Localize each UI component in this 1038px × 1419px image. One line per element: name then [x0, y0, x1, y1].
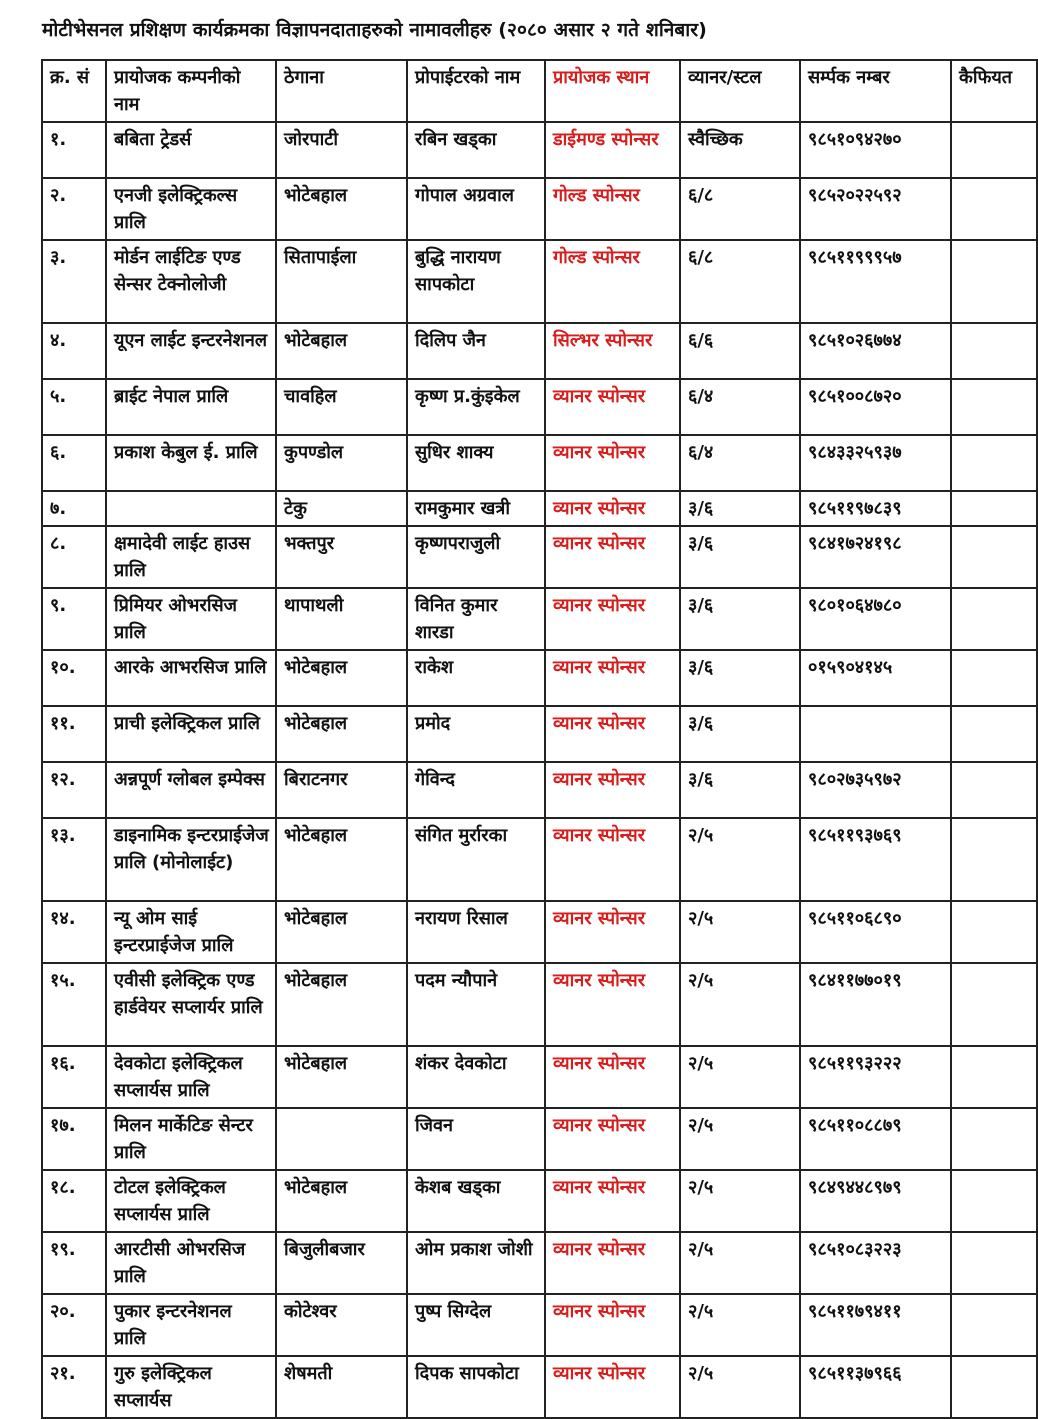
table-row: [42, 650, 1037, 706]
cell-address: [276, 1108, 407, 1170]
cell-contact: ९८४११७७०१९: [800, 963, 951, 1046]
cell-banner: २/५: [680, 1170, 800, 1232]
col-header-banner: व्यानर/स्टल: [680, 60, 800, 122]
table-row: [42, 526, 1037, 588]
cell-address: भोटेबहाल: [276, 178, 407, 240]
table-row: [42, 1046, 1037, 1108]
cell-company: एवीसी इलेक्ट्रिक एण्ड हार्डवेयर सप्लार्यर प्रालि: [106, 963, 276, 1046]
cell-address: बिजुलीबजार: [276, 1232, 407, 1294]
cell-remarks: [951, 122, 1037, 178]
cell-remarks: [951, 1356, 1037, 1418]
cell-address: भोटेबहाल: [276, 1046, 407, 1108]
cell-remarks: [951, 1232, 1037, 1294]
document-title: मोटीभेसनल प्रशिक्षण कार्यक्रमका विज्ञापनदाताहरुको नामावलीहरु (२०८० असार २ गते शनिबार): [42, 19, 707, 41]
cell-sponsor: डाईमण्ड स्पोन्सर: [545, 122, 680, 178]
cell-sn: ८.: [42, 526, 106, 588]
cell-sn: १.: [42, 122, 106, 178]
cell-contact: ९८४९४४८९७९: [800, 1170, 951, 1232]
cell-contact: ९८५११९३२२२: [800, 1046, 951, 1108]
cell-proprietor: दिपक सापकोटा: [407, 1356, 545, 1418]
cell-company: [106, 491, 276, 526]
cell-banner: २/५: [680, 1046, 800, 1108]
cell-address: भोटेबहाल: [276, 650, 407, 706]
cell-sn: ११.: [42, 706, 106, 762]
cell-address: भोटेबहाल: [276, 818, 407, 901]
cell-contact: ९८४३३२५९३७: [800, 435, 951, 491]
cell-sn: १८.: [42, 1170, 106, 1232]
cell-company: बबिता ट्रेडर्स: [106, 122, 276, 178]
cell-banner: ३/६: [680, 762, 800, 818]
cell-proprietor: प्रमोद: [407, 706, 545, 762]
cell-contact: ९८४१७२४१९८: [800, 526, 951, 588]
cell-sponsor: व्यानर स्पोन्सर: [545, 526, 680, 588]
cell-remarks: [951, 526, 1037, 588]
cell-banner: स्वैच्छिक: [680, 122, 800, 178]
cell-banner: ६/४: [680, 435, 800, 491]
cell-sponsor: व्यानर स्पोन्सर: [545, 491, 680, 526]
cell-address: सितापाईला: [276, 240, 407, 323]
cell-address: चावहिल: [276, 379, 407, 435]
cell-remarks: [951, 706, 1037, 762]
cell-sn: १३.: [42, 818, 106, 901]
cell-contact: ९८५२०२२५९२: [800, 178, 951, 240]
cell-sponsor: व्यानर स्पोन्सर: [545, 1294, 680, 1356]
cell-sn: ४.: [42, 323, 106, 379]
cell-proprietor: शंकर देवकोटा: [407, 1046, 545, 1108]
cell-remarks: [951, 435, 1037, 491]
cell-company: मोर्डन लाईटिङ एण्ड सेन्सर टेक्नोलोजी: [106, 240, 276, 323]
col-header-contact: सर्म्पक नम्बर: [800, 60, 951, 122]
cell-banner: ३/६: [680, 650, 800, 706]
cell-sponsor: व्यानर स्पोन्सर: [545, 588, 680, 650]
table-row: [42, 240, 1037, 323]
cell-address: भक्तपुर: [276, 526, 407, 588]
cell-address: जोरपाटी: [276, 122, 407, 178]
cell-contact: ९८५११७९४११: [800, 1294, 951, 1356]
table-row: [42, 588, 1037, 650]
cell-sn: ९.: [42, 588, 106, 650]
col-header-sn: क्र. सं: [42, 60, 106, 122]
cell-contact: ९८५११०६८९०: [800, 901, 951, 963]
cell-contact: ९८५११३७९६६: [800, 1356, 951, 1418]
cell-remarks: [951, 379, 1037, 435]
cell-banner: ६/६: [680, 323, 800, 379]
col-header-remarks: कैफियत: [951, 60, 1037, 122]
cell-proprietor: दिलिप जैन: [407, 323, 545, 379]
cell-sponsor: व्यानर स्पोन्सर: [545, 901, 680, 963]
cell-remarks: [951, 240, 1037, 323]
table-row: [42, 1108, 1037, 1170]
cell-sn: ३.: [42, 240, 106, 323]
cell-remarks: [951, 963, 1037, 1046]
cell-company: क्षमादेवी लाईट हाउस प्रालि: [106, 526, 276, 588]
table-row: [42, 323, 1037, 379]
table-row: [42, 1232, 1037, 1294]
cell-address: भोटेबहाल: [276, 901, 407, 963]
cell-proprietor: रामकुमार खत्री: [407, 491, 545, 526]
cell-banner: ३/६: [680, 588, 800, 650]
cell-sponsor: व्यानर स्पोन्सर: [545, 379, 680, 435]
cell-contact: ९८५११०८८७९: [800, 1108, 951, 1170]
cell-contact: [800, 706, 951, 762]
cell-sponsor: व्यानर स्पोन्सर: [545, 1046, 680, 1108]
cell-sn: २.: [42, 178, 106, 240]
cell-company: अन्नपूर्ण ग्लोबल इम्पेक्स: [106, 762, 276, 818]
cell-remarks: [951, 762, 1037, 818]
cell-remarks: [951, 901, 1037, 963]
cell-sponsor: व्यानर स्पोन्सर: [545, 1170, 680, 1232]
cell-address: भोटेबहाल: [276, 706, 407, 762]
cell-contact: ९८५११९७८३९: [800, 491, 951, 526]
cell-sn: १४.: [42, 901, 106, 963]
table-row: [42, 818, 1037, 901]
cell-remarks: [951, 323, 1037, 379]
cell-banner: २/५: [680, 901, 800, 963]
cell-contact: ९८५१०८३२२३: [800, 1232, 951, 1294]
table-row: [42, 1294, 1037, 1356]
cell-company: एनजी इलेक्ट्रिकल्स प्रालि: [106, 178, 276, 240]
cell-remarks: [951, 491, 1037, 526]
cell-company: देवकोटा इलेक्ट्रिकल सप्लार्यस प्रालि: [106, 1046, 276, 1108]
table-row: [42, 762, 1037, 818]
cell-contact: ९८५१००८७२०: [800, 379, 951, 435]
cell-banner: ३/६: [680, 491, 800, 526]
cell-proprietor: कृष्ण प्र.कुंइकेल: [407, 379, 545, 435]
table-row: [42, 1170, 1037, 1232]
cell-sponsor: व्यानर स्पोन्सर: [545, 1356, 680, 1418]
cell-remarks: [951, 818, 1037, 901]
table-row: [42, 901, 1037, 963]
cell-banner: २/५: [680, 963, 800, 1046]
cell-banner: ६/४: [680, 379, 800, 435]
cell-address: कुपण्डोल: [276, 435, 407, 491]
cell-remarks: [951, 1108, 1037, 1170]
table-body: [42, 122, 1037, 1418]
cell-sponsor: व्यानर स्पोन्सर: [545, 1232, 680, 1294]
cell-remarks: [951, 1294, 1037, 1356]
table-row: [42, 963, 1037, 1046]
cell-sn: २०.: [42, 1294, 106, 1356]
cell-sn: १५.: [42, 963, 106, 1046]
cell-banner: २/५: [680, 1356, 800, 1418]
cell-banner: २/५: [680, 1294, 800, 1356]
cell-company: पुकार इन्टरनेशनल प्रालि: [106, 1294, 276, 1356]
cell-sn: ६.: [42, 435, 106, 491]
cell-banner: २/५: [680, 818, 800, 901]
cell-address: थापाथली: [276, 588, 407, 650]
cell-company: प्राची इलेक्ट्रिकल प्रालि: [106, 706, 276, 762]
cell-proprietor: राकेश: [407, 650, 545, 706]
cell-address: कोटेश्वर: [276, 1294, 407, 1356]
cell-sponsor: व्यानर स्पोन्सर: [545, 818, 680, 901]
cell-company: गुरु इलेक्ट्रिकल सप्लार्यस: [106, 1356, 276, 1418]
cell-proprietor: केशब खड्का: [407, 1170, 545, 1232]
cell-contact: ९८५११९३७६९: [800, 818, 951, 901]
table-row: [42, 379, 1037, 435]
cell-proprietor: गेविन्द: [407, 762, 545, 818]
table-row: [42, 706, 1037, 762]
cell-proprietor: गोपाल अग्रवाल: [407, 178, 545, 240]
cell-sponsor: गोल्ड स्पोन्सर: [545, 240, 680, 323]
cell-sponsor: व्यानर स्पोन्सर: [545, 1108, 680, 1170]
cell-sponsor: व्यानर स्पोन्सर: [545, 706, 680, 762]
cell-proprietor: रबिन खड्का: [407, 122, 545, 178]
cell-proprietor: पुष्प सिग्देल: [407, 1294, 545, 1356]
cell-company: आरटीसी ओभरसिज प्रालि: [106, 1232, 276, 1294]
col-header-address: ठेगाना: [276, 60, 407, 122]
table-row: [42, 1356, 1037, 1418]
cell-sn: ७.: [42, 491, 106, 526]
cell-proprietor: कृष्णपराजुली: [407, 526, 545, 588]
cell-proprietor: विनित कुमार शारडा: [407, 588, 545, 650]
cell-contact: ९८०१०६४७८०: [800, 588, 951, 650]
cell-sn: १९.: [42, 1232, 106, 1294]
cell-sponsor: व्यानर स्पोन्सर: [545, 650, 680, 706]
cell-address: भोटेबहाल: [276, 1170, 407, 1232]
col-header-sponsor: प्रायोजक स्थान: [545, 60, 680, 122]
cell-contact: ९८५१०२६७७४: [800, 323, 951, 379]
cell-proprietor: नरायण रिसाल: [407, 901, 545, 963]
cell-banner: ३/६: [680, 526, 800, 588]
cell-address: भोटेबहाल: [276, 963, 407, 1046]
sponsor-table: [41, 59, 1038, 1419]
cell-address: शेषमती: [276, 1356, 407, 1418]
cell-proprietor: ओम प्रकाश जोशी: [407, 1232, 545, 1294]
cell-contact: ९८५११९९९५७: [800, 240, 951, 323]
cell-sn: १७.: [42, 1108, 106, 1170]
cell-banner: २/५: [680, 1232, 800, 1294]
col-header-company: प्रायोजक कम्पनीको नाम: [106, 60, 276, 122]
cell-banner: ६/८: [680, 240, 800, 323]
col-header-proprietor: प्रोपाईटरको नाम: [407, 60, 545, 122]
cell-sponsor: सिल्भर स्पोन्सर: [545, 323, 680, 379]
cell-contact: ९८०२७३५९७२: [800, 762, 951, 818]
cell-banner: ३/६: [680, 706, 800, 762]
cell-remarks: [951, 1170, 1037, 1232]
cell-sponsor: व्यानर स्पोन्सर: [545, 435, 680, 491]
cell-company: ब्राईट नेपाल प्रालि: [106, 379, 276, 435]
table-row: [42, 122, 1037, 178]
cell-company: आरके आभरसिज प्रालि: [106, 650, 276, 706]
cell-company: प्रिमियर ओभरसिज प्रालि: [106, 588, 276, 650]
cell-address: टेकु: [276, 491, 407, 526]
cell-proprietor: संगित मुर्रारका: [407, 818, 545, 901]
cell-remarks: [951, 650, 1037, 706]
cell-remarks: [951, 1046, 1037, 1108]
cell-sn: २१.: [42, 1356, 106, 1418]
cell-company: टोटल इलेक्ट्रिकल सप्लार्यस प्रालि: [106, 1170, 276, 1232]
cell-company: प्रकाश केबुल ई. प्रालि: [106, 435, 276, 491]
cell-sn: १२.: [42, 762, 106, 818]
cell-banner: २/५: [680, 1108, 800, 1170]
table-row: [42, 178, 1037, 240]
cell-company: न्यू ओम साई इन्टरप्राईजेज प्रालि: [106, 901, 276, 963]
header-row: [42, 60, 1037, 122]
cell-contact: ९८५१०९४२७०: [800, 122, 951, 178]
cell-proprietor: सुधिर शाक्य: [407, 435, 545, 491]
cell-sn: १६.: [42, 1046, 106, 1108]
cell-sn: १०.: [42, 650, 106, 706]
cell-remarks: [951, 588, 1037, 650]
cell-remarks: [951, 178, 1037, 240]
cell-sponsor: व्यानर स्पोन्सर: [545, 963, 680, 1046]
cell-proprietor: बुद्धि नारायण सापकोटा: [407, 240, 545, 323]
cell-address: बिराटनगर: [276, 762, 407, 818]
cell-contact: ०१५९०४१४५: [800, 650, 951, 706]
cell-company: यूएन लाईट इन्टरनेशनल: [106, 323, 276, 379]
cell-sponsor: गोल्ड स्पोन्सर: [545, 178, 680, 240]
table-row: [42, 491, 1037, 526]
cell-proprietor: पदम न्यौपाने: [407, 963, 545, 1046]
cell-proprietor: जिवन: [407, 1108, 545, 1170]
cell-company: मिलन मार्केटिङ सेन्टर प्रालि: [106, 1108, 276, 1170]
cell-sn: ५.: [42, 379, 106, 435]
cell-banner: ६/८: [680, 178, 800, 240]
cell-sponsor: व्यानर स्पोन्सर: [545, 762, 680, 818]
cell-company: डाइनामिक इन्टरप्राईजेज प्रालि (मोनोलाईट): [106, 818, 276, 901]
cell-address: भोटेबहाल: [276, 323, 407, 379]
table-row: [42, 435, 1037, 491]
